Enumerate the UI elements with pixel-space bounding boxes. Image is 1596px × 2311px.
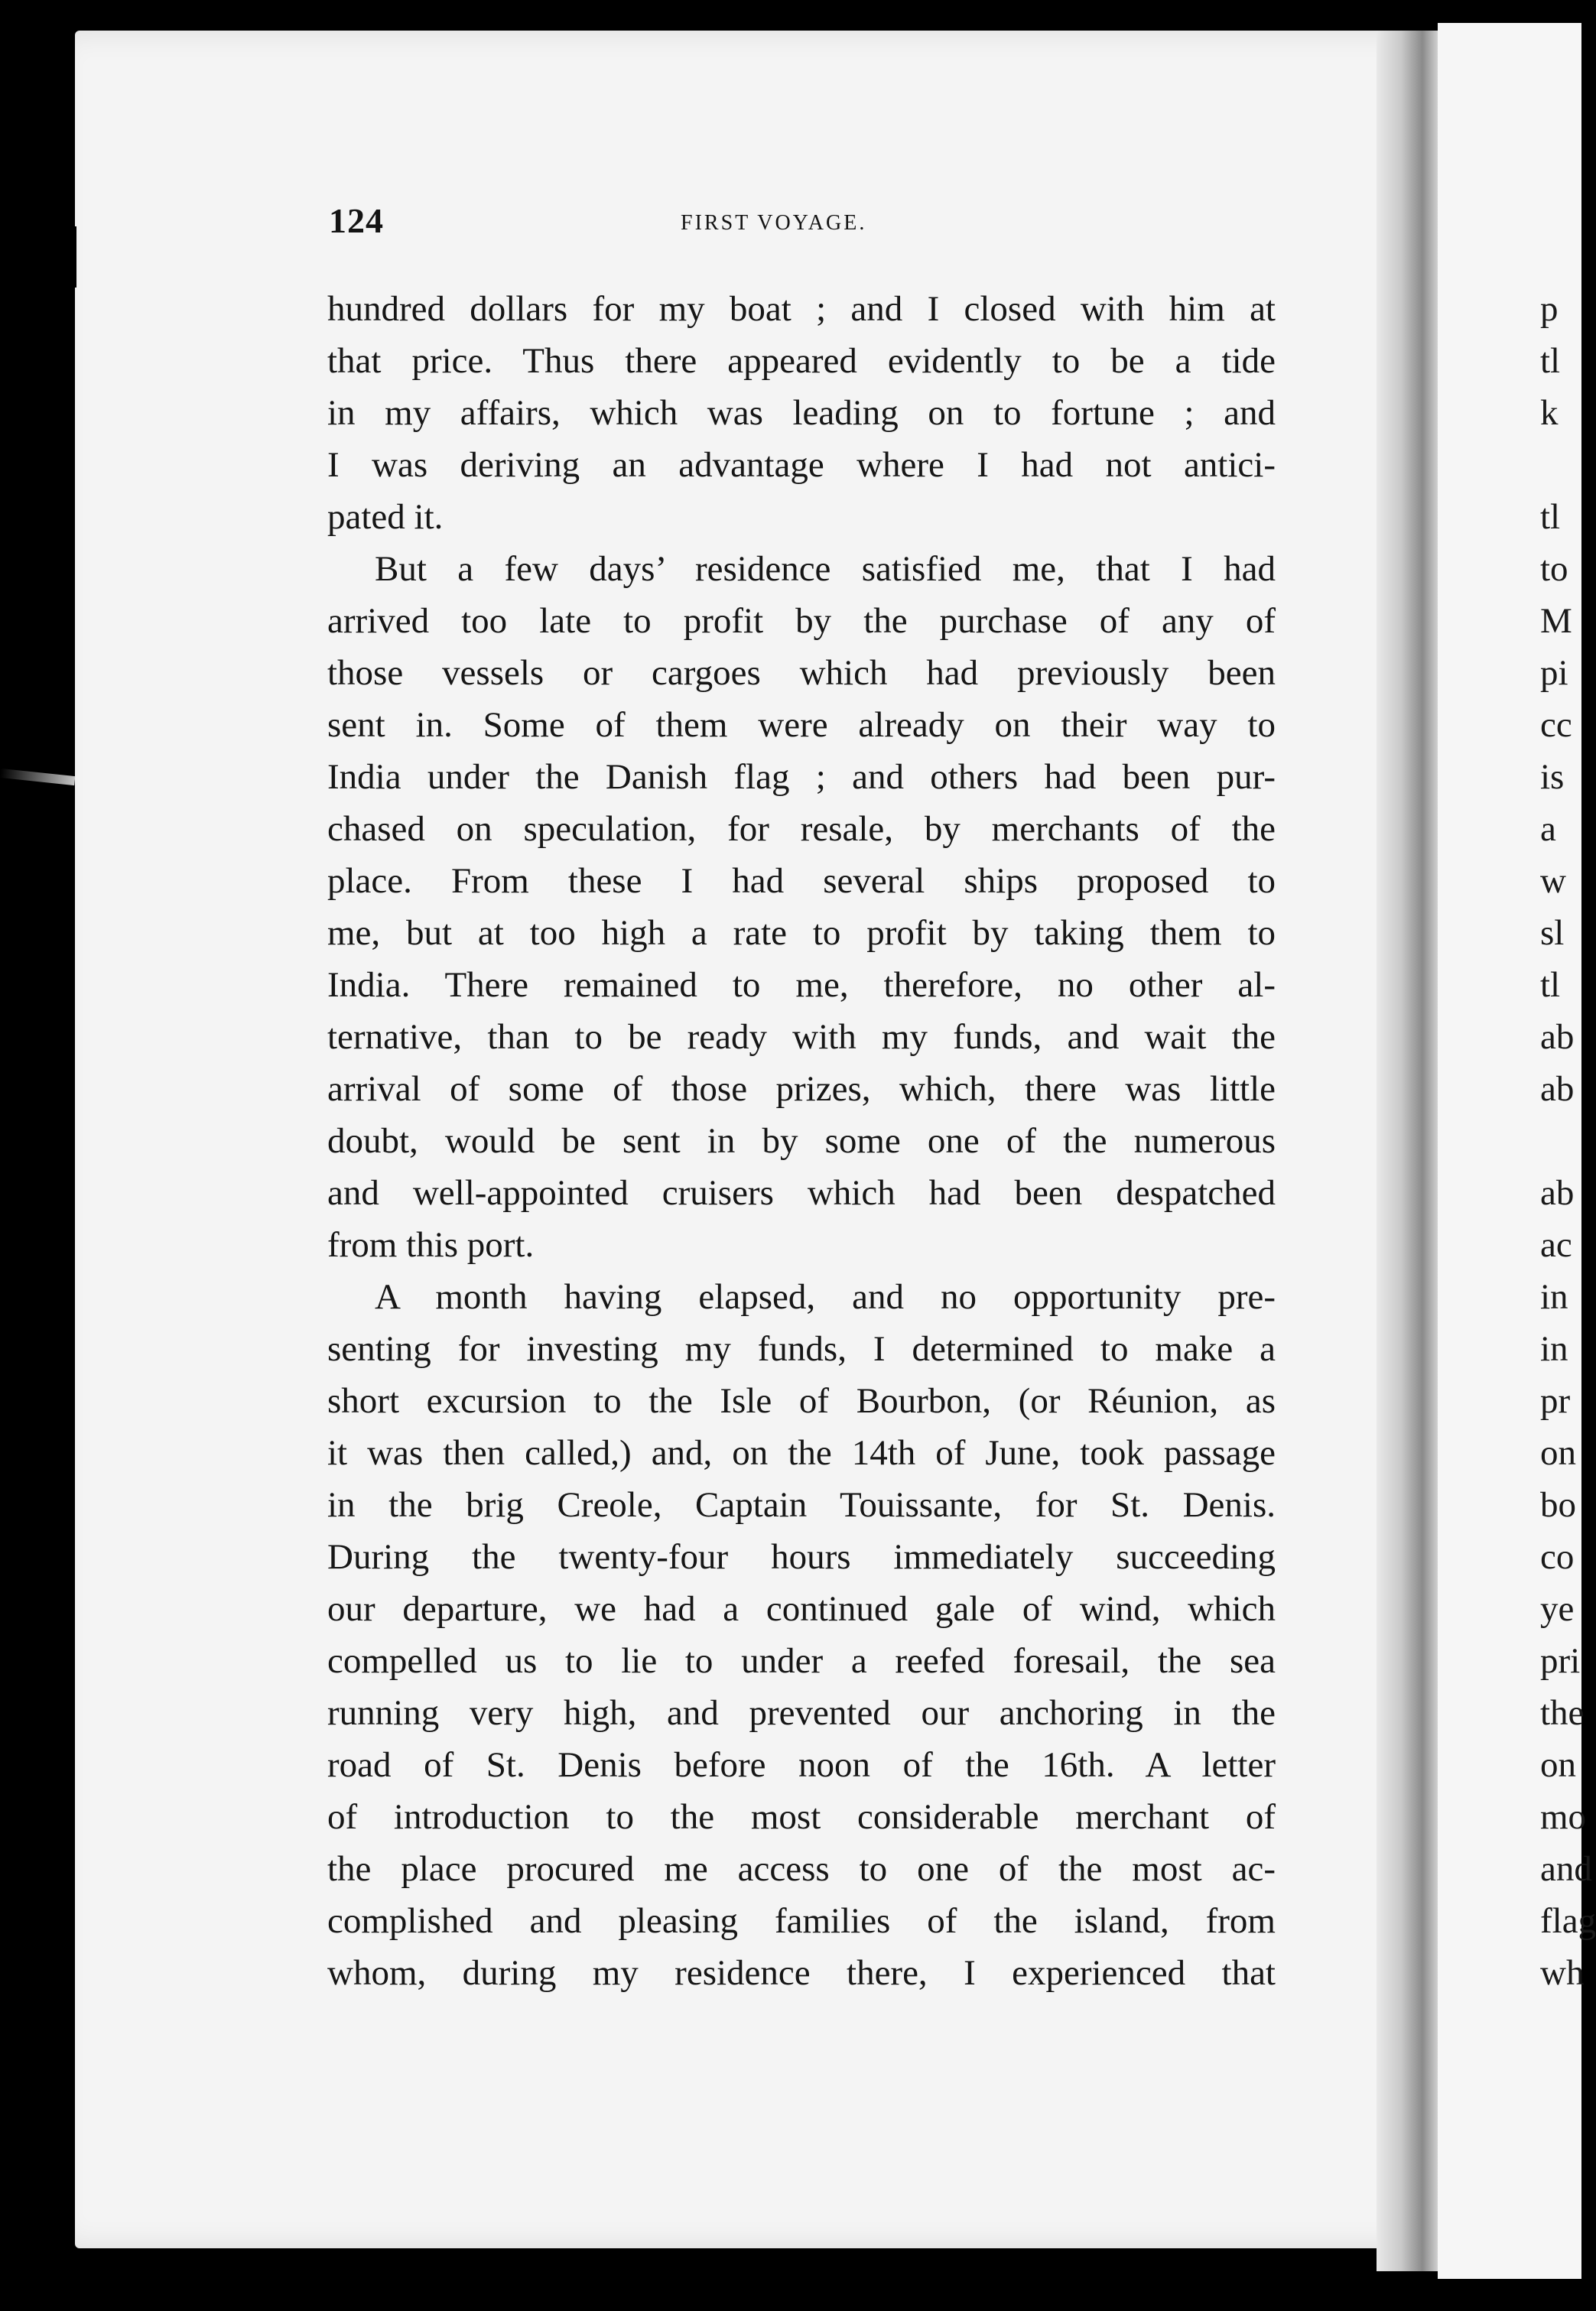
text-line: sent in. Some of them were already on their way to xyxy=(327,705,1276,745)
right-page-fragment: the xyxy=(1540,1693,1585,1733)
right-page-fragment: in xyxy=(1540,1277,1568,1317)
right-page-fragment: ac xyxy=(1540,1225,1572,1265)
right-page-fragment: flag xyxy=(1540,1901,1596,1941)
right-page-fragment: cc xyxy=(1540,705,1572,745)
right-page-fragment: mo xyxy=(1540,1797,1587,1837)
text-line: our departure, we had a continued gale of wind, which xyxy=(327,1589,1276,1629)
text-line: India. There remained to me, therefore, no other al- xyxy=(327,965,1276,1005)
text-line: in my affairs, which was leading on to fortune ; and xyxy=(327,393,1276,433)
text-line: But a few days’ residence satisfied me, that I had xyxy=(375,549,1276,589)
right-page-fragment: bo xyxy=(1540,1485,1576,1525)
right-page-fragment: k xyxy=(1540,393,1559,433)
text-line: hundred dollars for my boat ; and I closed with him at xyxy=(327,289,1276,329)
right-page-fragment: pri xyxy=(1540,1641,1581,1681)
text-line: whom, during my residence there, I experienced that xyxy=(327,1953,1276,1993)
right-page-fragment xyxy=(1540,1115,1581,1167)
right-page-fragment: ab xyxy=(1540,1069,1575,1109)
right-page-fragment: ye xyxy=(1540,1589,1575,1629)
right-page-fragment: M xyxy=(1540,601,1572,641)
right-page-fragment: on xyxy=(1540,1433,1576,1473)
right-page-fragment: w xyxy=(1540,861,1566,901)
right-page-fragment: and xyxy=(1540,1849,1592,1889)
right-page-fragment: a xyxy=(1540,809,1556,849)
text-line: that price. Thus there appeared evidently to be a tide xyxy=(327,341,1276,381)
text-line: chased on speculation, for resale, by merchants of the xyxy=(327,809,1276,849)
right-page-fragment: ab xyxy=(1540,1017,1575,1057)
text-line: and well-appointed cruisers which had been despatched xyxy=(327,1173,1276,1213)
text-line: me, but at too high a rate to profit by taking them to xyxy=(327,913,1276,953)
running-head xyxy=(329,200,1279,246)
text-line: arrival of some of those prizes, which, there was little xyxy=(327,1069,1276,1109)
page-edge-notch xyxy=(67,226,76,288)
text-line: of introduction to the most considerable merchant of xyxy=(327,1797,1276,1837)
text-line: I was deriving an advantage where I had not antici- xyxy=(327,445,1276,485)
text-line: ternative, than to be ready with my funds, and wait the xyxy=(327,1017,1276,1057)
text-line: complished and pleasing families of the island, from xyxy=(327,1901,1276,1941)
right-page-fragment: co xyxy=(1540,1537,1575,1577)
text-line: road of St. Denis before noon of the 16th. A letter xyxy=(327,1745,1276,1785)
right-page-fragment: is xyxy=(1540,757,1565,797)
text-line: from this port. xyxy=(327,1225,535,1265)
text-line: A month having elapsed, and no opportunity pre- xyxy=(375,1277,1276,1317)
text-line: the place procured me access to one of the most ac- xyxy=(327,1849,1276,1889)
page-number: 124 xyxy=(329,201,384,240)
text-line: short excursion to the Isle of Bourbon, (or Réunion, as xyxy=(327,1381,1276,1421)
right-page-fragment: pr xyxy=(1540,1381,1571,1421)
right-page-fragment: tl xyxy=(1540,497,1561,537)
right-page-fragment: pi xyxy=(1540,653,1568,693)
right-page-fragment: ab xyxy=(1540,1173,1575,1213)
text-line: running very high, and prevented our anchoring in the xyxy=(327,1693,1276,1733)
text-line: arrived too late to profit by the purchase of any of xyxy=(327,601,1276,641)
right-page-fragment: in xyxy=(1540,1329,1568,1369)
book-gutter xyxy=(1377,31,1438,2271)
right-page-fragment xyxy=(1540,439,1581,491)
chapter-title: FIRST VOYAGE. xyxy=(681,211,867,235)
text-line: India under the Danish flag ; and others had been pur- xyxy=(327,757,1276,797)
text-line: compelled us to lie to under a reefed foresail, the sea xyxy=(327,1641,1276,1681)
page-edge-mark xyxy=(0,769,75,785)
text-line: those vessels or cargoes which had previously been xyxy=(327,653,1276,693)
text-line: During the twenty-four hours immediately succeeding xyxy=(327,1537,1276,1577)
text-line: pated it. xyxy=(327,497,444,537)
right-page-text xyxy=(1540,283,1596,1999)
right-page-fragment: tl xyxy=(1540,965,1561,1005)
text-line: in the brig Creole, Captain Touissante, for St. Denis. xyxy=(327,1485,1276,1525)
text-line: place. From these I had several ships proposed to xyxy=(327,861,1276,901)
right-page-fragment: p xyxy=(1540,289,1559,329)
text-line: doubt, would be sent in by some one of the numerous xyxy=(327,1121,1276,1161)
right-page-fragment: sl xyxy=(1540,913,1565,953)
right-page-fragment: tl xyxy=(1540,341,1561,381)
text-line: senting for investing my funds, I determined to make a xyxy=(327,1329,1276,1369)
right-page-fragment: to xyxy=(1540,549,1568,589)
right-page-fragment: on xyxy=(1540,1745,1576,1785)
body-text xyxy=(327,283,1276,1999)
text-line: it was then called,) and, on the 14th of June, took passage xyxy=(327,1433,1276,1473)
right-page-fragment: wh xyxy=(1540,1953,1585,1993)
